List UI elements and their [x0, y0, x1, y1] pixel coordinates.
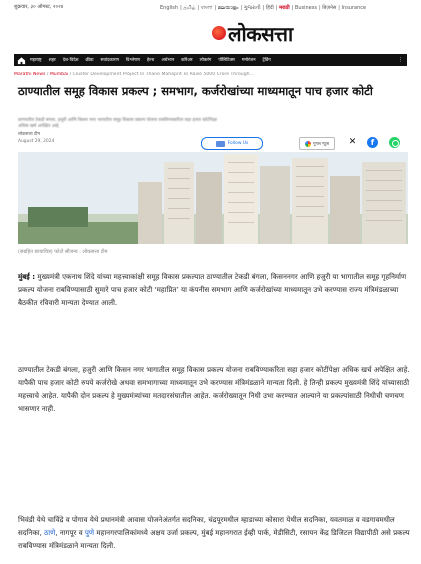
- article-paragraph-2: ठाण्यातील टेकडी बंगला, हजुरी आणि किसन नगर भागातील समूह विकास प्रकल्प योजना राबविण्याकरिता सहा हजार कोटींपेक्षा अधिक खर्च अपेक्षित आहे. यापैकी पाच हजार कोटी रुपये कर्जरोखे अथवा समभागाच्या माध्यमातून उभे करण्यास मंत्रिमंडळाने मान्यता दिली. हे तिन्ही प्रकल्प मुख्यमंत्री शिंदे यांच्यासाठी महत्त्वाचे आहेत. यापैकी दोन प्रकल्प हे मुख्यमंत्र्यांच्या मतदारसंघातील आहेत. कर्जरोख्यातून निधी उभा करण्यात आल्याने या प्रकल्पांसाठी निधीची चणचण भासणार नाही.: [18, 365, 410, 413]
- language-links: English | தமிழ் | বাংলা | മലയാളം | ગુજરાતી | हिंदी | मराठी | Business | बिज़नेस | Insurance: [160, 5, 367, 11]
- lang-link[interactable]: മലയാളം: [217, 5, 239, 11]
- main-nav: [14, 54, 407, 66]
- article-date: August 29, 2024: [18, 139, 55, 144]
- lang-link[interactable]: हिंदी: [265, 5, 274, 11]
- menu-more-icon[interactable]: ⋮: [398, 57, 403, 63]
- nav-item[interactable]: क्रीडा: [85, 58, 94, 63]
- paragraph-text: भिवंडी येथे चाविंद्रे व पोगाव येथे प्रधानमंत्री आवास योजनेअंतर्गत सदनिका, चंद्रपूरमधील म्हाडाच्या कोसारा येथील सदनिका, यवतमाळ व वडगावमधील सदनिका,: [18, 515, 395, 537]
- article-author[interactable]: लोकसत्ता टीम: [18, 132, 40, 137]
- article-image: [18, 152, 408, 244]
- lang-link[interactable]: ગુજરાતી: [243, 5, 261, 11]
- breadcrumb-section[interactable]: Mumbai: [49, 72, 69, 77]
- lang-link[interactable]: Business: [294, 5, 317, 11]
- breadcrumb-current: Cluster Development Project In Thane Mahaprit To Raise 5000 Crore Through…: [72, 72, 255, 77]
- nav-item[interactable]: अर्थभान: [161, 58, 175, 63]
- paragraph-text: महानगरपालिकांमध्ये अक्षय उर्जा प्रकल्प, मुंबई महानगरात ईव्ही पार्क, मेडीसिटी, रसायन केंद्र डिजिटल विद्यापीठी असे प्रकल्प राबविण्यास मंत्रिमंडळाने मान्यता दिली.: [18, 528, 410, 550]
- nav-item[interactable]: ट्रेंडिंग: [262, 58, 271, 63]
- dateline: मुंबई :: [18, 272, 36, 281]
- logo-mark-icon: [212, 26, 226, 40]
- x-share-icon[interactable]: ✕: [348, 137, 357, 147]
- paragraph-text: , नागपूर व: [55, 528, 85, 537]
- nav-item[interactable]: लोकरंग: [199, 58, 212, 63]
- whatsapp-share-icon[interactable]: [389, 137, 400, 148]
- lang-link[interactable]: बिज़नेस: [322, 5, 337, 11]
- site-logo[interactable]: [212, 20, 293, 46]
- top-bar: [0, 0, 421, 18]
- home-icon[interactable]: [17, 56, 26, 65]
- thane-link[interactable]: ठाणे: [44, 528, 56, 537]
- lang-link[interactable]: বাংলা: [200, 5, 213, 11]
- logo-text: लोकसत्ता: [228, 21, 293, 46]
- lang-link-active[interactable]: मराठी: [279, 5, 290, 11]
- header-date: शुक्रवार, ३० ऑगस्ट, २०२४: [14, 4, 64, 10]
- google-news-button[interactable]: [299, 137, 335, 150]
- image-caption: (संग्रहित छायाचित्र) फोटो सौजन्य : लोकसत्ता टीम: [18, 249, 108, 255]
- nav-item[interactable]: मनोरंजन: [241, 58, 256, 63]
- breadcrumb: Marathi News / Mumbai / Cluster Development Project In Thane Mahaprit To Raise 5000 Crore Through…: [14, 72, 255, 77]
- breadcrumb-home[interactable]: Marathi News: [14, 72, 46, 77]
- paragraph-text: मुख्यमंत्री एकनाथ शिंदे यांच्या महत्त्वाकांक्षी समूह विकास प्रकल्पात ठाण्यातील टेकडी बंगला, किसननगर आणि हजुरी या भागातील समूह गृहनिर्माण प्रकल्प योजना राबविण्यासाठी सुमारे पाच हजार कोटी ‘महाप्रित’ या कंपनीस समभाग आणि कर्जरोखांच्या माध्यमातून उभे करण्यास राज्य मंत्रिमंडळाच्या बैठकीत रविवारी मान्यता देण्यात आली.: [18, 272, 407, 307]
- pune-link[interactable]: पुणे: [84, 528, 95, 537]
- google-news-label: गूगल न्यूज: [313, 140, 329, 146]
- google-icon: [305, 141, 311, 147]
- article-summary: ठाण्यातील टेकडी बंगला, हजुरी आणि किसन नगर भागातील समूह विकास प्रकल्प योजना राबविण्याकरिता सहा हजार कोटींपेक्षा अधिक खर्च अपेक्षित आहे.: [18, 118, 218, 129]
- lang-link[interactable]: தமிழ்: [183, 5, 196, 11]
- facebook-share-icon[interactable]: f: [367, 137, 378, 148]
- nav-item[interactable]: विश्लेषण: [125, 58, 140, 63]
- nav-item[interactable]: देश-विदेश: [62, 58, 79, 63]
- follow-icon: [216, 141, 225, 147]
- nav-item[interactable]: महाराष्ट्र: [30, 58, 42, 63]
- article-paragraph-3: [18, 513, 410, 552]
- nav-item[interactable]: पॉलिटिक्स: [218, 58, 235, 63]
- nav-item[interactable]: करिअर: [181, 58, 193, 63]
- nav-item[interactable]: शहर: [48, 58, 56, 63]
- towers-illustration: [18, 152, 408, 244]
- article-paragraph-1: [18, 270, 410, 309]
- lang-link[interactable]: English: [160, 5, 179, 11]
- lang-link[interactable]: Insurance: [341, 5, 367, 11]
- follow-label: Follow Us: [227, 141, 249, 146]
- article-headline: ठाण्यातील समूह विकास प्रकल्प ; समभाग, कर्जरोखांच्या माध्यमातून पाच हजार कोटी: [18, 84, 373, 98]
- follow-us-button[interactable]: [201, 137, 263, 150]
- nav-item[interactable]: सवांदकारण: [100, 58, 119, 63]
- nav-item[interactable]: हेल्थ: [146, 58, 155, 63]
